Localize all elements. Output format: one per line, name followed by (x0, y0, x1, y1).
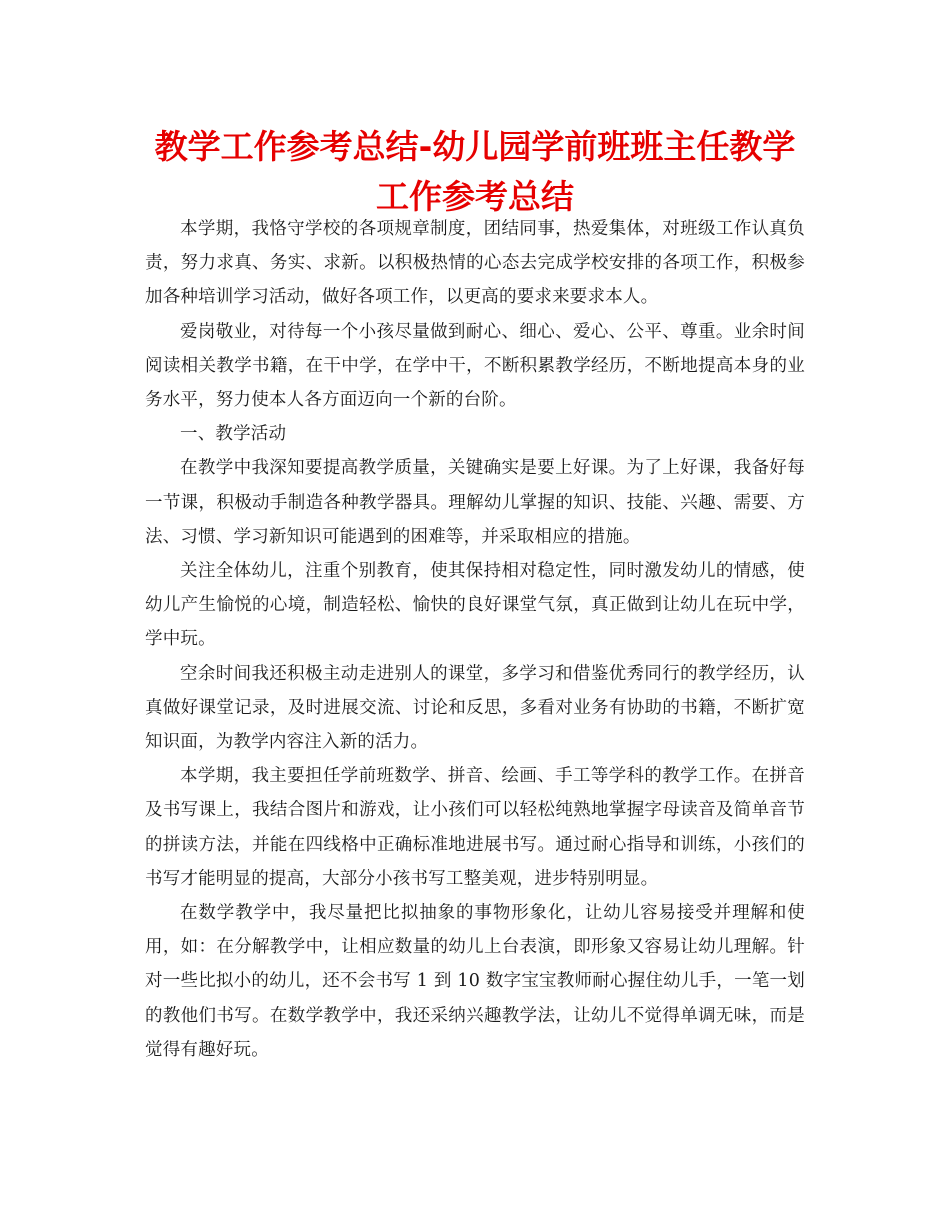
paragraph-7: 在数学教学中，我尽量把比拟抽象的事物形象化，让幼儿容易接受并理解和使用，如：在分解教学中，让相应数量的幼儿上台表演，即形象又容易让幼儿理解。针对一些比拟小的幼儿，还不会书写 1 到 10 数字宝宝教师耐心握住幼儿手，一笔一划的教他们书写。在数学教学中，我还采纳兴趣教学法，让幼儿不觉得单调无味，而是觉得有趣好玩。 (145, 903, 805, 1060)
paragraph-5: 空余时间我还积极主动走进别人的课堂，多学习和借鉴优秀同行的教学经历，认真做好课堂记录，及时进展交流、讨论和反思，多看对业务有协助的书籍，不断扩宽知识面，为教学内容注入新的活力。 (145, 663, 805, 753)
paragraph-6: 本学期，我主要担任学前班数学、拼音、绘画、手工等学科的教学工作。在拼音及书写课上，我结合图片和游戏，让小孩们可以轻松纯熟地掌握字母读音及简单音节的拼读方法，并能在四线格中正确标准地进展书写。通过耐心指导和训练，小孩们的书写才能明显的提高，大部分小孩书写工整美观，进步特别明显。 (145, 766, 805, 889)
paragraph-4: 关注全体幼儿，注重个别教育，使其保持相对稳定性，同时激发幼儿的情感，使幼儿产生愉悦的心境，制造轻松、愉快的良好课堂气氛，真正做到让幼儿在玩中学，学中玩。 (145, 561, 805, 650)
paragraph-1: 本学期，我恪守学校的各项规章制度，团结同事，热爱集体，对班级工作认真负责，努力求真、务实、求新。以积极热情的心态去完成学校安排的各项工作，积极参加各种培训学习活动，做好各项工作，以更高的要求来要求本人。 (145, 219, 805, 308)
document-title: 教学工作参考总结-幼儿园学前班班主任教学工作参考总结 (154, 127, 796, 216)
paragraph-3: 在教学中我深知要提高教学质量，关键确实是要上好课。为了上好课，我备好每一节课，积极动手制造各种教学器具。理解幼儿掌握的知识、技能、兴趣、需要、方法、习惯、学习新知识可能遇到的困难等，并采取相应的措施。 (145, 458, 805, 547)
document-body (145, 212, 805, 1067)
paragraph-2: 爱岗敬业，对待每一个小孩尽量做到耐心、细心、爱心、公平、尊重。业余时间阅读相关教学书籍，在干中学，在学中干，不断积累教学经历，不断地提高本身的业务水平，努力使本人各方面迈向一个新的台阶。 (145, 321, 805, 411)
section-heading-teaching-activities: 一、教学活动 (180, 424, 287, 445)
